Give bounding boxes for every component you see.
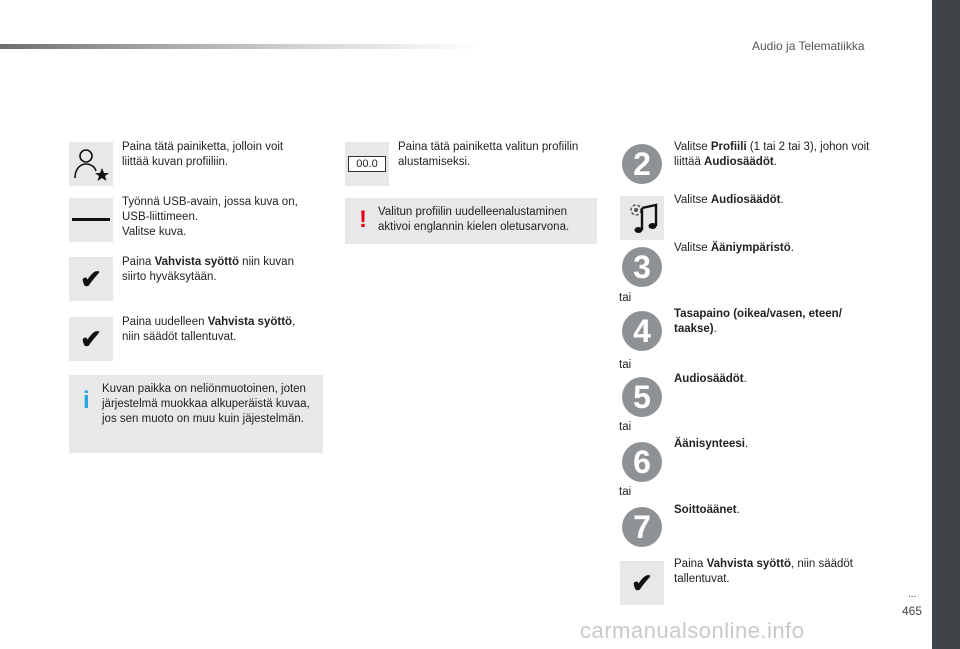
audio-settings-icon <box>622 198 662 238</box>
step-text-balance: Tasapaino (oikea/vasen, eteen/ taakse). <box>674 308 842 335</box>
save-display: 00.0 <box>348 156 386 172</box>
watermark: carmanualsonline.info <box>580 618 805 643</box>
page-header-title: Audio ja Telematiikka <box>752 39 865 53</box>
page-number: 465 <box>902 604 923 618</box>
confirm-button-box-1 <box>69 257 113 301</box>
step-text-profile-image: Paina tätä painiketta, jolloin voit liittää kuvan profiiliin. <box>122 141 284 168</box>
step-text-audio-settings: Valitse Audiosäädöt. <box>674 194 784 206</box>
or-label-3: tai <box>619 421 632 433</box>
audio-settings-icon-box <box>620 196 664 240</box>
profile-star-icon <box>71 146 111 182</box>
step-text-confirm-final: Paina Vahvista syöttö, niin säädöt tallentuvat. <box>674 558 853 585</box>
step-text-ringtones: Soittoäänet. <box>674 504 740 516</box>
checkmark-icon: ✔ <box>80 324 102 354</box>
step-text-sound-synthesis: Äänisynteesi. <box>674 438 749 450</box>
step-badge-2: 2 <box>622 144 662 184</box>
warning-note <box>345 198 597 244</box>
info-icon: i <box>83 387 90 414</box>
or-label-1: tai <box>619 292 632 304</box>
step-badge-3: 3 <box>622 247 662 287</box>
or-label-4: tai <box>619 486 632 498</box>
checkmark-icon: ✔ <box>80 264 102 294</box>
header-gradient-bar <box>0 44 480 49</box>
step-text-select-profile: Valitse Profiili (1 tai 2 tai 3), johon voit liittää Audiosäädöt. <box>674 141 870 168</box>
profile-star-icon-box <box>69 142 113 186</box>
save-display-box <box>345 142 389 186</box>
warning-note-text: Valitun profiilin uudelleenalustaminen aktivoi englannin kielen oletusarvona. <box>378 206 570 233</box>
usb-instruction: Työnnä USB-avain, jossa kuva on, USB-liittimeen. <box>122 196 298 223</box>
step-text-sound-environment: Valitse Ääniympäristö. <box>674 242 794 254</box>
step-badge-6: 6 <box>622 442 662 482</box>
step-text-confirm: Paina Vahvista syöttö niin kuvan siirto hyväksytään. <box>122 256 294 283</box>
info-note <box>69 375 323 453</box>
usb-icon-box <box>69 198 113 242</box>
step-badge-5: 5 <box>622 377 662 417</box>
or-label-2: tai <box>619 359 632 371</box>
step-text-reset: Paina tätä painiketta valitun profiilin alustamiseksi. <box>398 141 579 168</box>
step-text-confirm-again: Paina uudelleen Vahvista syöttö, niin säädöt tallentuvat. <box>122 316 296 343</box>
checkmark-icon: ✔ <box>631 568 653 598</box>
step-text-usb <box>122 195 317 240</box>
step-text-audio-settings-2: Audiosäädöt. <box>674 373 747 385</box>
confirm-button-box-3 <box>620 561 664 605</box>
info-note-text: Kuvan paikka on neliönmuotoinen, joten järjestelmä muokkaa alkuperäistä kuvaa, jos sen muoto on muu kuin jäjestelmän. <box>102 383 310 425</box>
step-badge-4: 4 <box>622 311 662 351</box>
side-strip <box>932 0 960 649</box>
warning-icon: ! <box>359 206 367 233</box>
confirm-button-box-2 <box>69 317 113 361</box>
usb-bar-icon <box>71 210 111 230</box>
page-dots: ... <box>908 589 917 600</box>
select-image-instruction: Valitse kuva. <box>122 226 187 238</box>
step-badge-7: 7 <box>622 507 662 547</box>
